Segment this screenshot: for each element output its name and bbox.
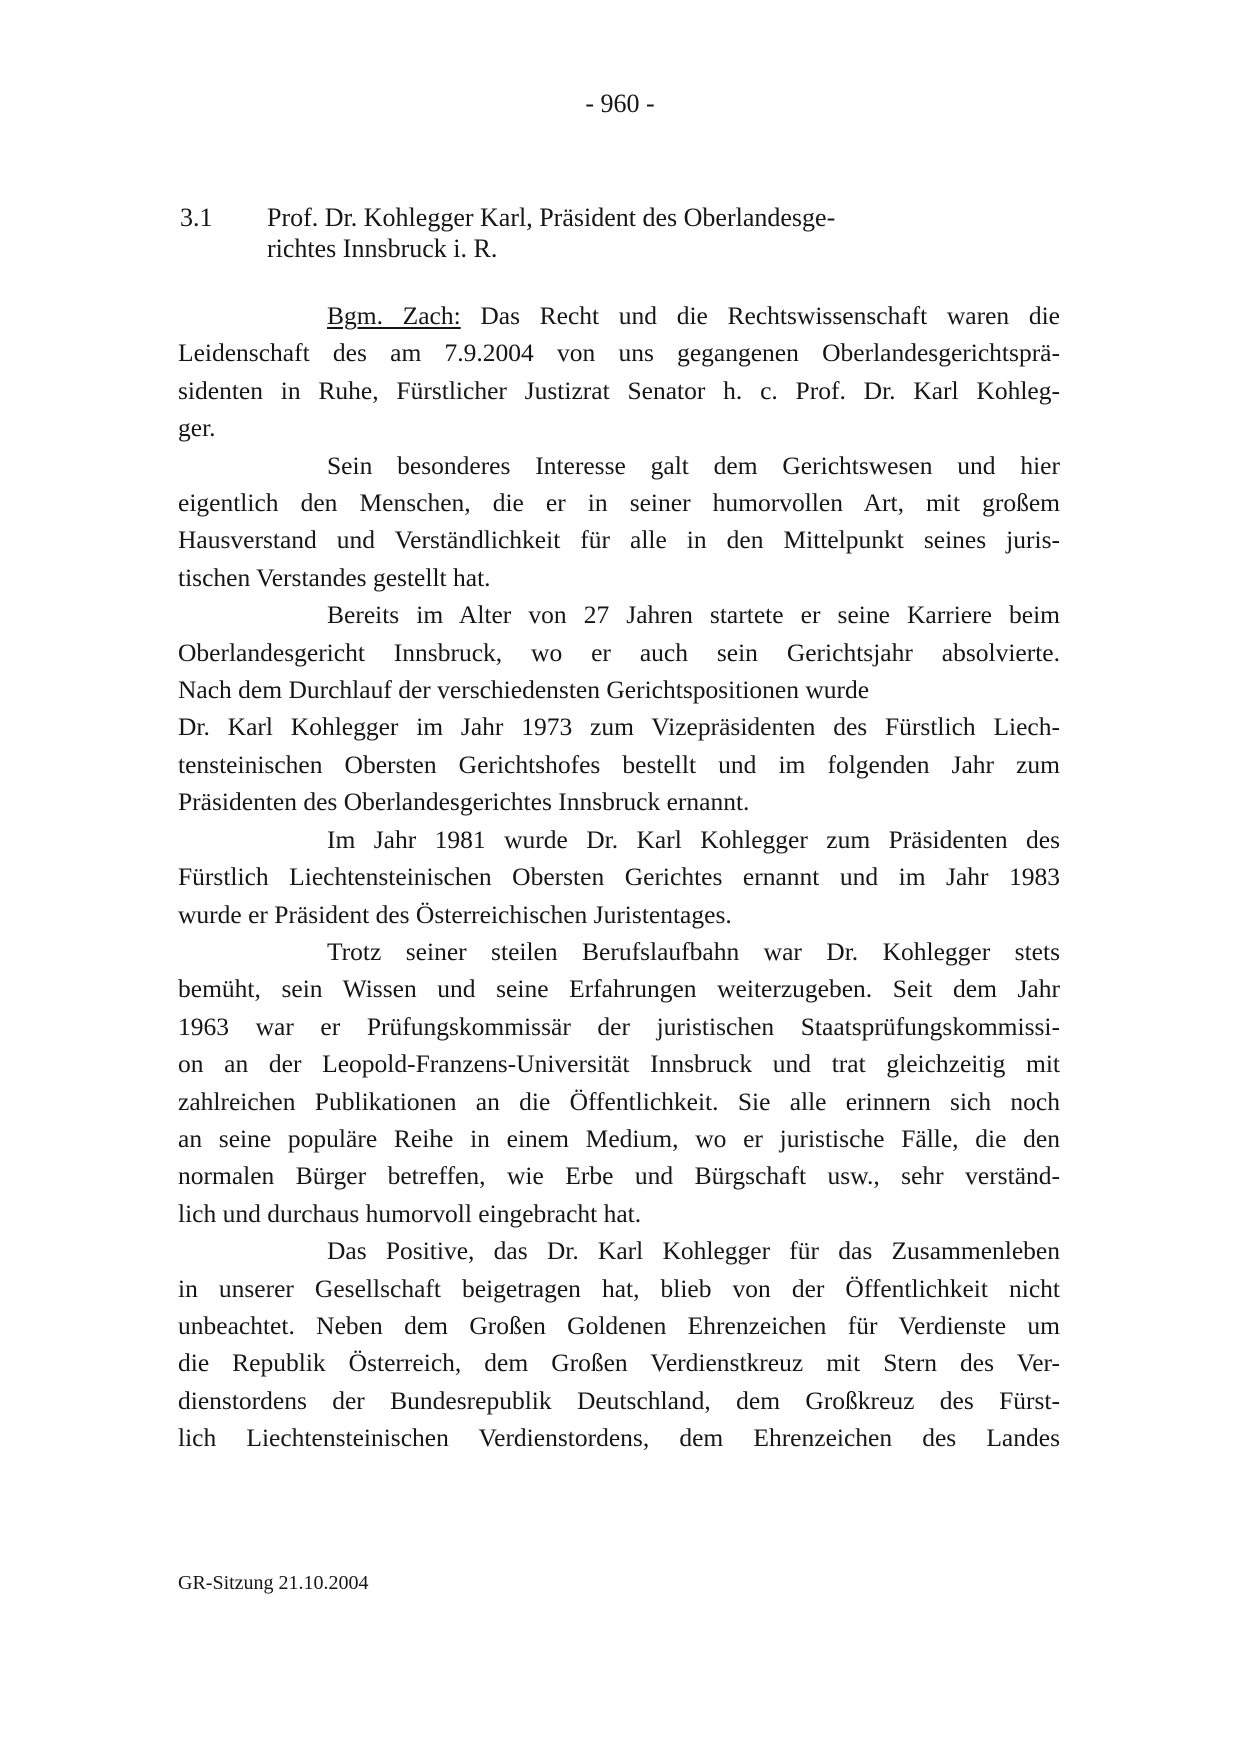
body-line: eigentlich den Menschen, die er in seiner humorvollen Art, mit großem [178, 488, 1060, 518]
speaker-name: Bgm. Zach: [327, 301, 461, 330]
body-line: Präsidenten des Oberlandesgerichtes Innsbruck ernannt. [178, 787, 750, 817]
section-title-line: richtes Innsbruck i. R. [267, 234, 498, 263]
body-line: Das Positive, das Dr. Karl Kohlegger für das Zusammenleben [327, 1236, 1060, 1266]
body-line: in unserer Gesellschaft beigetragen hat, blieb von der Öffentlichkeit nicht [178, 1273, 1060, 1303]
body-line: wurde er Präsident des Österreichischen Juristentages. [178, 899, 732, 929]
body-line: Nach dem Durchlauf der verschiedensten Gerichtspositionen wurde [178, 675, 870, 705]
section-title-line: Prof. Dr. Kohlegger Karl, Präsident des Oberlandesge- [267, 203, 836, 232]
body-line: 1963 war er Prüfungskommissär der juristischen Staatsprüfungskommissi- [178, 1011, 1060, 1041]
body-line: Trotz seiner steilen Berufslaufbahn war Dr. Kohlegger stets [327, 936, 1060, 966]
section-number: 3.1 [180, 203, 213, 232]
body-line: on an der Leopold-Franzens-Universität Innsbruck und trat gleichzeitig mit [178, 1049, 1060, 1079]
body-line: Fürstlich Liechtensteinischen Obersten Gerichtes ernannt und im Jahr 1983 [178, 862, 1060, 892]
body-line: Hausverstand und Verständlichkeit für alle in den Mittelpunkt seines juris- [178, 525, 1060, 555]
body-line: Bgm. Zach: Das Recht und die Rechtswissenschaft waren die [327, 301, 1060, 330]
section-title [267, 202, 835, 264]
body-line: lich und durchaus humorvoll eingebracht hat. [178, 1198, 642, 1228]
body-line: die Republik Österreich, dem Großen Verdienstkreuz mit Stern des Ver- [178, 1348, 1060, 1378]
body-line: unbeachtet. Neben dem Großen Goldenen Ehrenzeichen für Verdienste um [178, 1310, 1060, 1340]
body-line: Dr. Karl Kohlegger im Jahr 1973 zum Vizepräsidenten des Fürstlich Liech- [178, 712, 1060, 742]
body-line: Oberlandesgericht Innsbruck, wo er auch sein Gerichtsjahr absolvierte. [178, 637, 1060, 667]
body-line: dienstordens der Bundesrepublik Deutschland, dem Großkreuz des Fürst- [178, 1385, 1060, 1415]
body-line: an seine populäre Reihe in einem Medium, wo er juristische Fälle, die den [178, 1123, 1060, 1153]
body-line: tischen Verstandes gestellt hat. [178, 562, 491, 592]
body-line: sidenten in Ruhe, Fürstlicher Justizrat Senator h. c. Prof. Dr. Karl Kohleg- [178, 375, 1060, 405]
body-line: lich Liechtensteinischen Verdienstordens, dem Ehrenzeichen des Landes [178, 1423, 1060, 1453]
page-number: - 960 - [585, 89, 655, 118]
body-line: Leidenschaft des am 7.9.2004 von uns gegangenen Oberlandesgerichtsprä- [178, 338, 1060, 368]
footer-note: GR-Sitzung 21.10.2004 [178, 1572, 369, 1594]
body-text [178, 297, 1060, 1457]
body-line: zahlreichen Publikationen an die Öffentlichkeit. Sie alle erinnern sich noch [178, 1086, 1060, 1116]
body-line: bemüht, sein Wissen und seine Erfahrungen weiterzugeben. Seit dem Jahr [178, 974, 1060, 1004]
body-line: tensteinischen Obersten Gerichtshofes bestellt und im folgenden Jahr zum [178, 749, 1060, 779]
body-line: Sein besonderes Interesse galt dem Gerichtswesen und hier [327, 450, 1060, 480]
body-line: Im Jahr 1981 wurde Dr. Karl Kohlegger zum Präsidenten des [327, 824, 1060, 854]
section-heading [180, 202, 835, 264]
body-line: ger. [178, 413, 216, 443]
body-line: normalen Bürger betreffen, wie Erbe und Bürgschaft usw., sehr verständ- [178, 1161, 1060, 1191]
body-line: Bereits im Alter von 27 Jahren startete er seine Karriere beim [327, 600, 1060, 630]
